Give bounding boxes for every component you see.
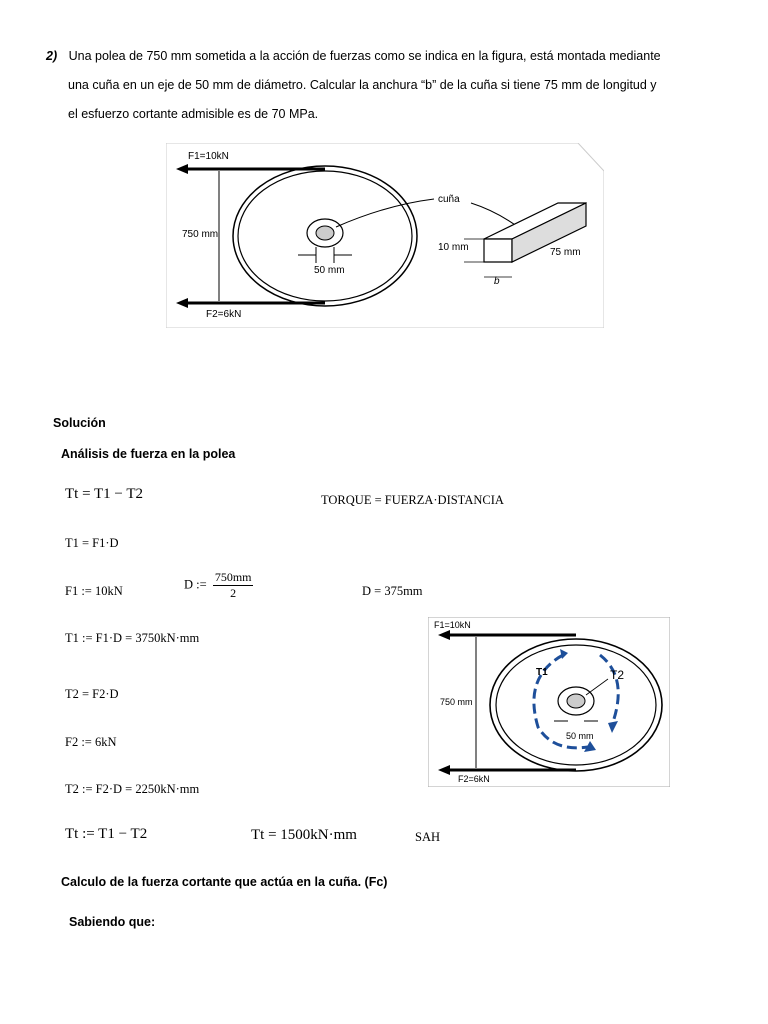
d-denominator: 2 [230, 586, 237, 600]
solution-subheading: Análisis de fuerza en la polea [61, 447, 236, 461]
f2b-label: F2=6kN [458, 774, 490, 784]
d-fraction [213, 570, 254, 601]
t2-label: T2 [610, 668, 625, 682]
figure-pulley-torque [428, 617, 670, 787]
d-result: D = 375mm [362, 584, 423, 598]
f1-def: F1 := 10kN [65, 584, 123, 598]
shaft [316, 226, 334, 240]
t1-def: T1 := F1·D = 3750kN·mm [65, 631, 200, 645]
key-length-label: 75 mm [550, 247, 581, 258]
shaft2-label: 50 mm [566, 731, 594, 741]
problem-number: 2) [46, 49, 58, 63]
problem-text-1: Una polea de 750 mm sometida a la acción de fuerzas como se indica en la figura, está montada mediante [68, 49, 661, 63]
problem-statement [46, 42, 736, 129]
tt-result: Tt = 1500kN·mm [251, 827, 357, 843]
d-def [184, 570, 253, 601]
diameter2-label: 750 mm [440, 697, 473, 707]
eq-t2: T2 = F2·D [65, 687, 119, 701]
key-height-label: 10 mm [438, 242, 469, 253]
eq-tt: Tt = T1 − T2 [65, 486, 144, 502]
section-shear-force: Calculo de la fuerza cortante que actúa en la cuña. (Fc) [61, 875, 388, 889]
torque-def: TORQUE = FUERZA·DISTANCIA [321, 493, 504, 507]
solution-heading: Solución [53, 416, 106, 430]
d-numerator: 750mm [214, 570, 252, 584]
d-lhs: D := [184, 577, 207, 592]
eq-t1: T1 = F1·D [65, 536, 119, 550]
units-sah: SAH [415, 830, 441, 844]
t1-label: T1 [536, 667, 548, 678]
t2-def: T2 := F2·D = 2250kN·mm [65, 782, 200, 796]
key-label: cuña [438, 194, 460, 205]
diameter-label: 750 mm [182, 229, 219, 240]
f1-label: F1=10kN [188, 151, 229, 162]
f2-def: F2 := 6kN [65, 735, 117, 749]
key-width-label: b [494, 276, 500, 287]
problem-text-2: una cuña en un eje de 50 mm de diámetro. Calcular la anchura “b” de la cuña si tiene 75 mm de longitud y [68, 78, 657, 92]
shaft-label: 50 mm [314, 265, 345, 276]
problem-line-1 [46, 42, 736, 71]
knowing-that: Sabiendo que: [69, 915, 156, 929]
shaft2 [567, 694, 585, 708]
figure-pulley-key [166, 143, 604, 328]
f1b-label: F1=10kN [434, 620, 471, 630]
f2-label: F2=6kN [206, 309, 242, 320]
problem-text-3: el esfuerzo cortante admisible es de 70 MPa. [68, 107, 319, 121]
tt-def: Tt := T1 − T2 [65, 826, 148, 842]
key-front [484, 239, 512, 262]
